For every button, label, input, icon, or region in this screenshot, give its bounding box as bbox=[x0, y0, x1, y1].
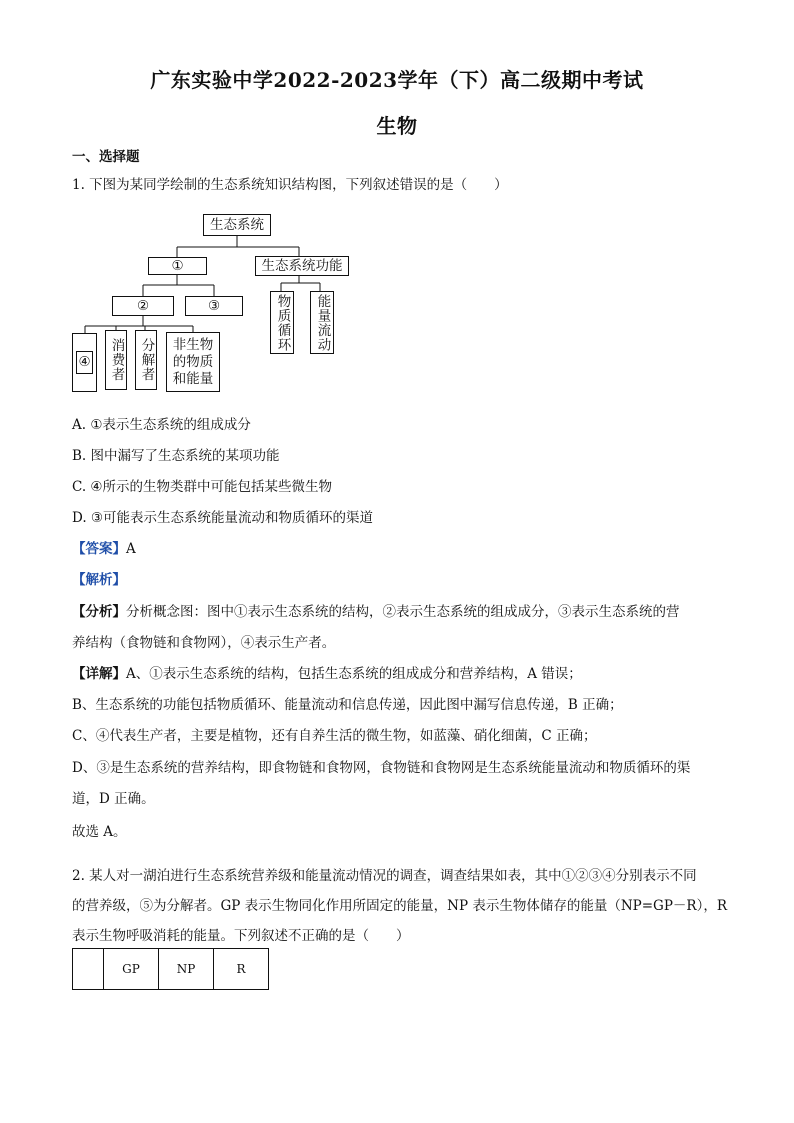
q1-explain-line bbox=[72, 570, 722, 590]
q1-detail-line-b: B、生态系统的功能包括物质循环、能量流动和信息传递，因此图中漏写信息传递，B 正确； bbox=[72, 697, 623, 713]
answer-tag: 【答案】 bbox=[72, 541, 126, 557]
q1-analysis-line-1 bbox=[72, 602, 722, 622]
node-nonliving bbox=[166, 332, 220, 392]
table-header-row bbox=[73, 949, 269, 990]
q2-stem-line-3: 表示生物呼吸消耗的能量。下列叙述不正确的是（ ） bbox=[72, 928, 410, 944]
node-matter-cycle bbox=[270, 291, 294, 354]
node-ecosystem-function: 生态系统功能 bbox=[255, 256, 349, 276]
q1-option-b: B. 图中漏写了生态系统的某项功能 bbox=[72, 448, 280, 464]
node-1: ① bbox=[148, 257, 207, 275]
exam-title: 广东实验中学2022-2023学年（下）高二级期中考试 bbox=[150, 68, 644, 92]
node-ecosystem: 生态系统 bbox=[203, 214, 271, 236]
table-header-cell: NP bbox=[159, 949, 214, 990]
q1-detail-line-c: C、④代表生产者，主要是植物，还有自养生活的微生物，如蓝藻、硝化细菌，C 正确； bbox=[72, 728, 597, 744]
node-nonliving-line-2: 的物质 bbox=[172, 353, 214, 370]
node-3: ③ bbox=[185, 296, 243, 316]
node-4-label: ④ bbox=[76, 351, 92, 374]
q1-option-a: A. ①表示生态系统的组成成分 bbox=[72, 417, 251, 433]
table-header-cell: R bbox=[214, 949, 269, 990]
node-consumer bbox=[105, 330, 127, 390]
q1-answer-line bbox=[72, 539, 722, 559]
q2-energy-table bbox=[72, 948, 269, 990]
table-header-cell bbox=[73, 949, 104, 990]
q1-conclusion: 故选 A。 bbox=[72, 824, 127, 840]
node-4 bbox=[72, 333, 97, 392]
q1-option-d: D. ③可能表示生态系统能量流动和物质循环的渠道 bbox=[72, 510, 374, 526]
node-nonliving-line-3: 和能量 bbox=[172, 370, 214, 387]
node-2: ② bbox=[112, 296, 174, 316]
node-matter-cycle-label: 物质循环 bbox=[274, 293, 291, 352]
section-heading: 一、选择题 bbox=[72, 149, 140, 165]
q2-stem-line-2: 的营养级，⑤为分解者。GP 表示生物同化作用所固定的能量，NP 表示生物体储存的能量（NP=GP－R），R bbox=[72, 898, 727, 914]
subject-title: 生物 bbox=[376, 114, 418, 138]
node-energy-flow-label: 能量流动 bbox=[314, 293, 331, 352]
detail-tag: 【详解】 bbox=[72, 666, 126, 682]
node-decomposer-label: 分解者 bbox=[138, 338, 155, 382]
node-consumer-label: 消费者 bbox=[108, 338, 125, 382]
node-energy-flow bbox=[310, 291, 334, 354]
q1-detail-line-d1: D、③是生态系统的营养结构，即食物链和食物网，食物链和食物网是生态系统能量流动和物质循环的渠 bbox=[72, 760, 691, 776]
answer-value: A bbox=[126, 541, 136, 557]
detail-text-a: A、①表示生态系统的结构，包括生态系统的组成成分和营养结构，A 错误； bbox=[126, 666, 582, 682]
q1-detail-line-a bbox=[72, 664, 722, 684]
q2-stem-line-1: 2. 某人对一湖泊进行生态系统营养级和能量流动情况的调查，调查结果如表，其中①②③④分别表示不同 bbox=[72, 868, 697, 884]
q1-analysis-line-2: 养结构（食物链和食物网），④表示生产者。 bbox=[72, 635, 336, 651]
node-nonliving-line-1: 非生物 bbox=[172, 336, 214, 353]
q1-detail-line-d2: 道，D 正确。 bbox=[72, 791, 155, 807]
analysis-tag: 【分析】 bbox=[72, 604, 126, 620]
analysis-text-1: 分析概念图：图中①表示生态系统的结构，②表示生态系统的组成成分，③表示生态系统的营 bbox=[126, 604, 680, 620]
q1-stem: 1. 下图为某同学绘制的生态系统知识结构图，下列叙述错误的是（ ） bbox=[72, 177, 508, 193]
explain-tag: 【解析】 bbox=[72, 572, 126, 588]
node-decomposer bbox=[135, 330, 157, 390]
q1-option-c: C. ④所示的生物类群中可能包括某些微生物 bbox=[72, 479, 333, 495]
table-header-cell: GP bbox=[104, 949, 159, 990]
